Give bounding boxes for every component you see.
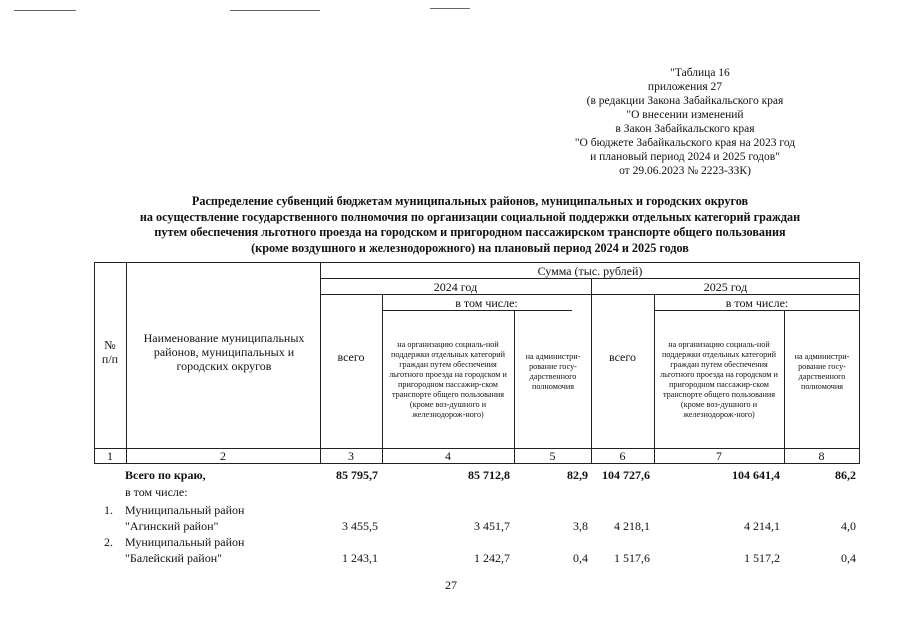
row-name-line: в том числе: — [125, 485, 188, 499]
cell-social-2025: 4 214,1 — [744, 519, 780, 533]
appendix-line: "О внесении изменений — [626, 109, 744, 121]
header-social-2025: на организацию социаль-ной поддержки отдельных категорий граждан путем обеспечения льготного проезда на городском и пригородном пассажир-ском транспорте общего пользования (кроме воз-душного и железнодорож-ного) — [660, 340, 778, 419]
header-year-2024: 2024 год — [433, 279, 478, 294]
scan-mark — [430, 8, 470, 9]
column-number: 6 — [619, 448, 626, 463]
cell-admin-2025: 0,4 — [841, 551, 856, 565]
cell-total-2025: 104 727,6 — [602, 468, 650, 482]
title-line: на осуществление государственного полномочия по организации социальной поддержки отдельных категорий граждан — [139, 209, 801, 224]
appendix-line: от 29.06.2023 № 2223-ЗЗК) — [619, 165, 751, 177]
header-total-2025: всего — [608, 350, 637, 364]
column-number: 8 — [818, 448, 825, 463]
title-line: (кроме воздушного и железнодорожного) на плановый период 2024 и 2025 годов — [251, 240, 689, 255]
table-row-total — [94, 468, 860, 498]
row-name-line: Всего по краю, — [125, 468, 206, 482]
row-name-line: "Балейский район" — [125, 551, 223, 565]
column-number: 2 — [220, 448, 226, 463]
column-number: 1 — [107, 448, 113, 463]
table-row — [94, 503, 860, 535]
row-number: 2. — [104, 535, 113, 549]
page-number: 27 — [445, 578, 457, 592]
column-number: 3 — [348, 448, 354, 463]
appendix-line: "Таблица 16 — [670, 67, 730, 79]
header-admin-2025: на администри-рование госу-дарственного полномочия — [794, 352, 850, 391]
cell-total-2024: 3 455,5 — [342, 519, 378, 533]
scan-mark — [14, 10, 76, 11]
appendix-line: и плановый период 2024 и 2025 годов" — [590, 151, 780, 163]
row-name-line: Муниципальный район — [125, 535, 245, 549]
appendix-line: приложения 27 — [647, 81, 723, 93]
cell-social-2024: 1 242,7 — [474, 551, 510, 565]
title-line: путем обеспечения льготного проезда на городском и пригородном пассажирском транспорте общего пользования — [154, 225, 786, 239]
cell-social-2024: 3 451,7 — [474, 519, 510, 533]
cell-total-2024: 1 243,1 — [342, 551, 378, 565]
appendix-line: (в редакции Закона Забайкальского края — [586, 95, 784, 107]
header-sum: Сумма (тыс. рублей) — [537, 263, 643, 278]
column-number: 7 — [716, 448, 722, 463]
cell-admin-2025: 4,0 — [841, 519, 856, 533]
header-num: № п/п — [101, 338, 119, 366]
cell-admin-2024: 0,4 — [573, 551, 588, 565]
cell-admin-2024: 82,9 — [567, 468, 588, 482]
header-social-2024: на организацию социаль-ной поддержки отдельных категорий граждан путем обеспечения льготного проезда на городском и пригородном пассажир-ском транспорте общего пользования (кроме воз-душного и железнодорож-ного) — [389, 340, 507, 419]
cell-social-2025: 104 641,4 — [732, 468, 780, 482]
document-title — [80, 194, 860, 256]
appendix-line: "О бюджете Забайкальского края на 2023 год — [574, 137, 796, 149]
table-header — [94, 262, 860, 464]
row-number: 1. — [104, 503, 113, 517]
cell-social-2024: 85 712,8 — [468, 468, 510, 482]
column-number: 4 — [445, 448, 451, 463]
header-total-2024: всего — [337, 350, 365, 364]
row-name-line: "Агинский район" — [125, 519, 219, 533]
cell-total-2025: 4 218,1 — [614, 519, 650, 533]
appendix-header — [560, 66, 810, 178]
title-line: Распределение субвенций бюджетам муниципальных районов, муниципальных и городских округов — [191, 194, 749, 208]
header-including-2024: в том числе: — [455, 295, 518, 310]
cell-total-2025: 1 517,6 — [614, 551, 650, 565]
scan-mark — [230, 10, 320, 11]
header-year-2025: 2025 год — [703, 279, 748, 294]
column-number: 5 — [549, 448, 556, 463]
cell-admin-2025: 86,2 — [835, 468, 856, 482]
cell-social-2025: 1 517,2 — [744, 551, 780, 565]
cell-admin-2024: 3,8 — [573, 519, 588, 533]
row-name-line: Муниципальный район — [125, 503, 245, 517]
appendix-line: в Закон Забайкальского края — [615, 123, 755, 135]
header-name: Наименование муниципальных районов, муниципальных и городских округов — [143, 331, 305, 373]
header-including-2025: в том числе: — [725, 295, 789, 310]
cell-total-2024: 85 795,7 — [336, 468, 378, 482]
table-row — [94, 535, 860, 567]
header-admin-2024: на администри-рование госу-дарственного полномочия — [525, 352, 581, 391]
